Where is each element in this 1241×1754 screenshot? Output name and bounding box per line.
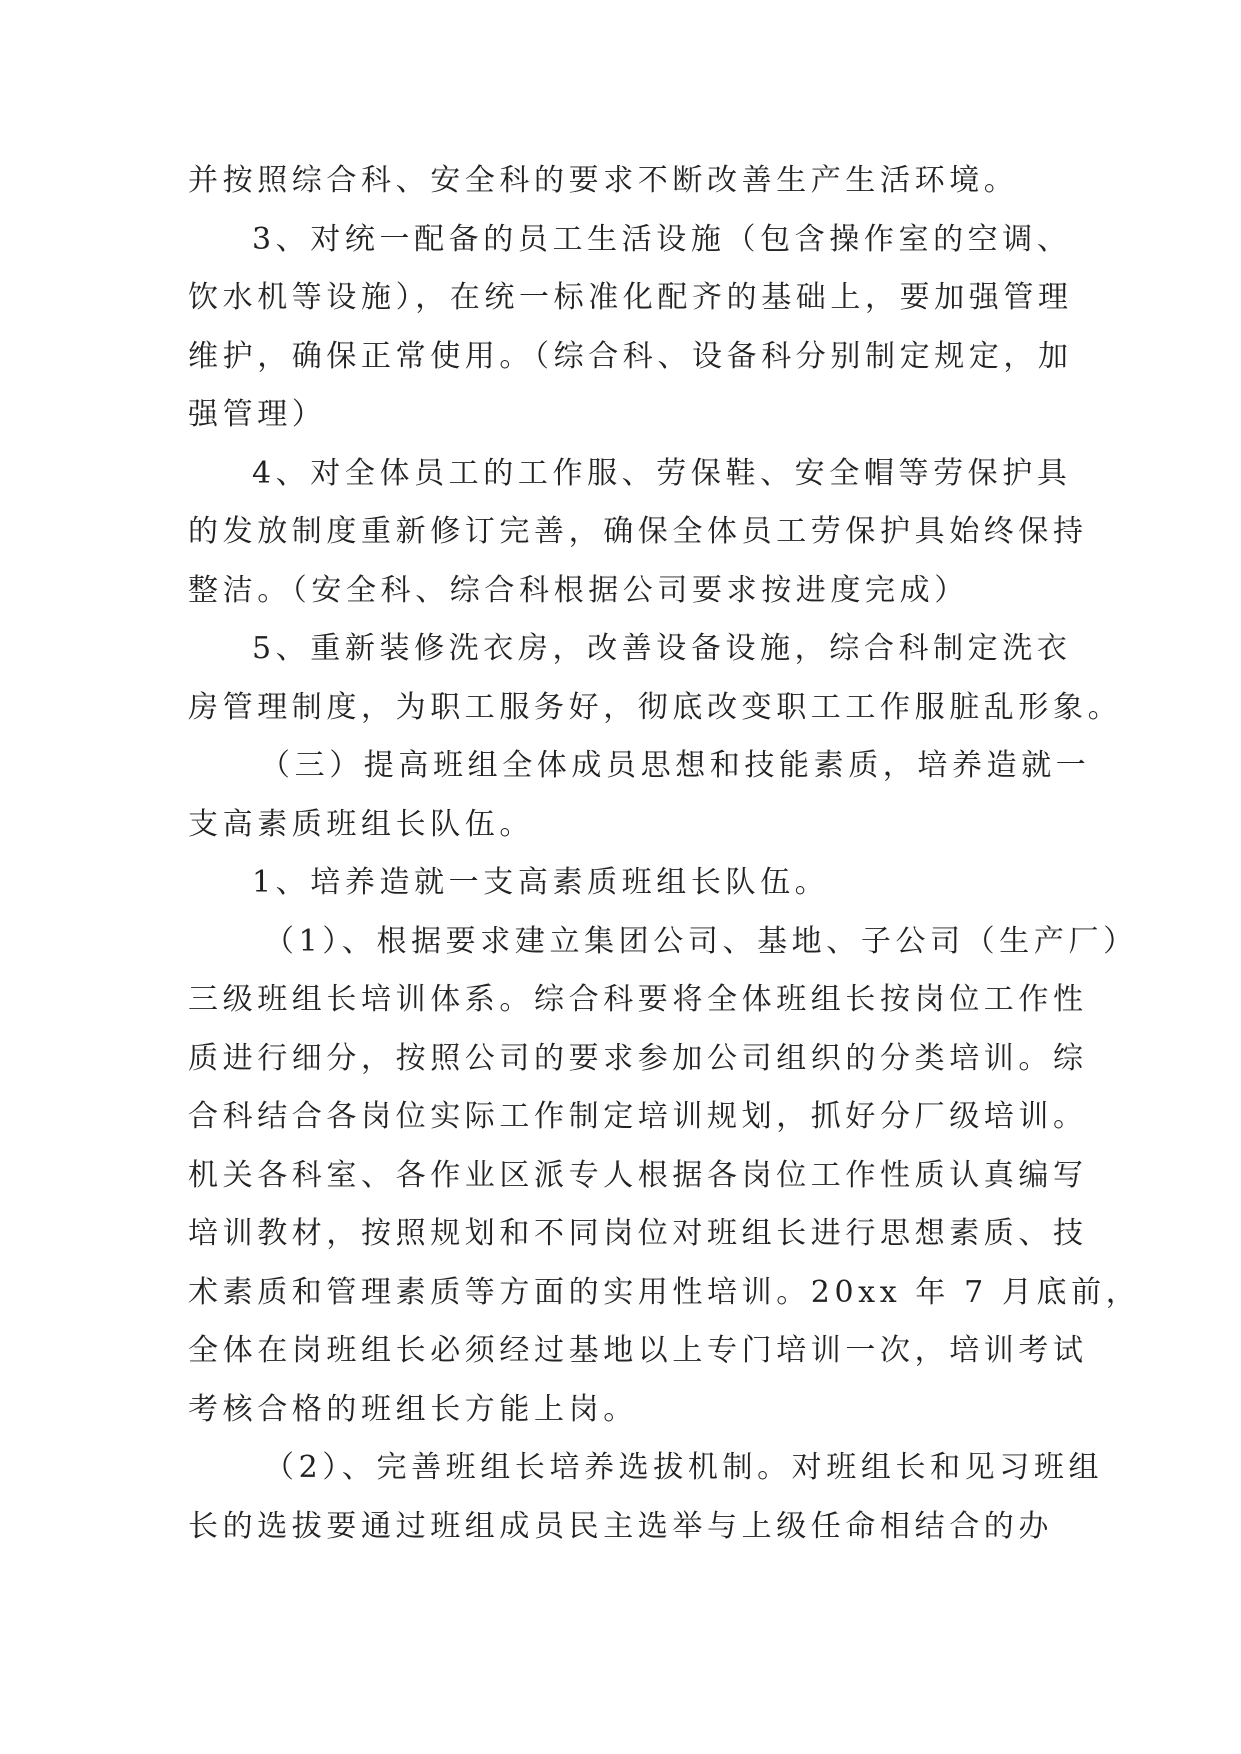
text-line: （2）、完善班组长培养选拔机制。对班组长和见习班组 xyxy=(264,1450,1104,1485)
text-line: 饮水机等设施），在统一标准化配齐的基础上，要加强管理 xyxy=(188,280,1073,315)
text-line: （1）、根据要求建立集团公司、基地、子公司（生产厂） xyxy=(264,923,1138,959)
text-line: 培训教材，按照规划和不同岗位对班组长进行思想素质、技 xyxy=(188,1216,1088,1251)
text-line: 的发放制度重新修订完善，确保全体员工劳保护具始终保持 xyxy=(188,514,1088,549)
text-line: 合科结合各岗位实际工作制定培训规划，抓好分厂级培训。 xyxy=(188,1099,1088,1134)
text-line: 房管理制度，为职工服务好，彻底改变职工工作服脏乱形象。 xyxy=(188,689,1123,725)
text-line: 长的选拔要通过班组成员民主选举与上级任命相结合的办 xyxy=(188,1508,1053,1544)
text-line: 并按照综合科、安全科的要求不断改善生产生活环境。 xyxy=(188,163,1019,198)
text-line: 全体在岗班组长必须经过基地以上专门培训一次，培训考试 xyxy=(188,1333,1088,1368)
text-line: 三级班组长培训体系。综合科要将全体班组长按岗位工作性 xyxy=(188,982,1088,1017)
text-line: 5、重新装修洗衣房，改善设备设施，综合科制定洗衣 xyxy=(252,631,1072,666)
text-line: 考核合格的班组长方能上岗。 xyxy=(188,1391,638,1427)
text-line: 4、对全体员工的工作服、劳保鞋、安全帽等劳保护具 xyxy=(252,455,1072,491)
text-line: 整洁。（安全科、综合科根据公司要求按进度完成） xyxy=(188,572,969,608)
text-line: 机关各科室、各作业区派专人根据各岗位工作性质认真编写 xyxy=(188,1157,1088,1193)
text-line: （三）提高班组全体成员思想和技能素质，培养造就一 xyxy=(260,748,1091,783)
text-line: 支高素质班组长队伍。 xyxy=(188,806,534,842)
text-line: 质进行细分，按照公司的要求参加公司组织的分类培训。综 xyxy=(188,1040,1088,1076)
text-line: 3、对统一配备的员工生活设施（包含操作室的空调、 xyxy=(252,221,1072,257)
text-line: 1、培养造就一支高素质班组长队伍。 xyxy=(252,865,830,900)
document-body xyxy=(188,152,1141,1556)
text-line: 强管理） xyxy=(188,397,327,432)
text-line: 术素质和管理素质等方面的实用性培训。20xx 年 7 月底前， xyxy=(188,1274,1141,1310)
text-line: 维护，确保正常使用。（综合科、设备科分别制定规定，加 xyxy=(188,338,1073,374)
